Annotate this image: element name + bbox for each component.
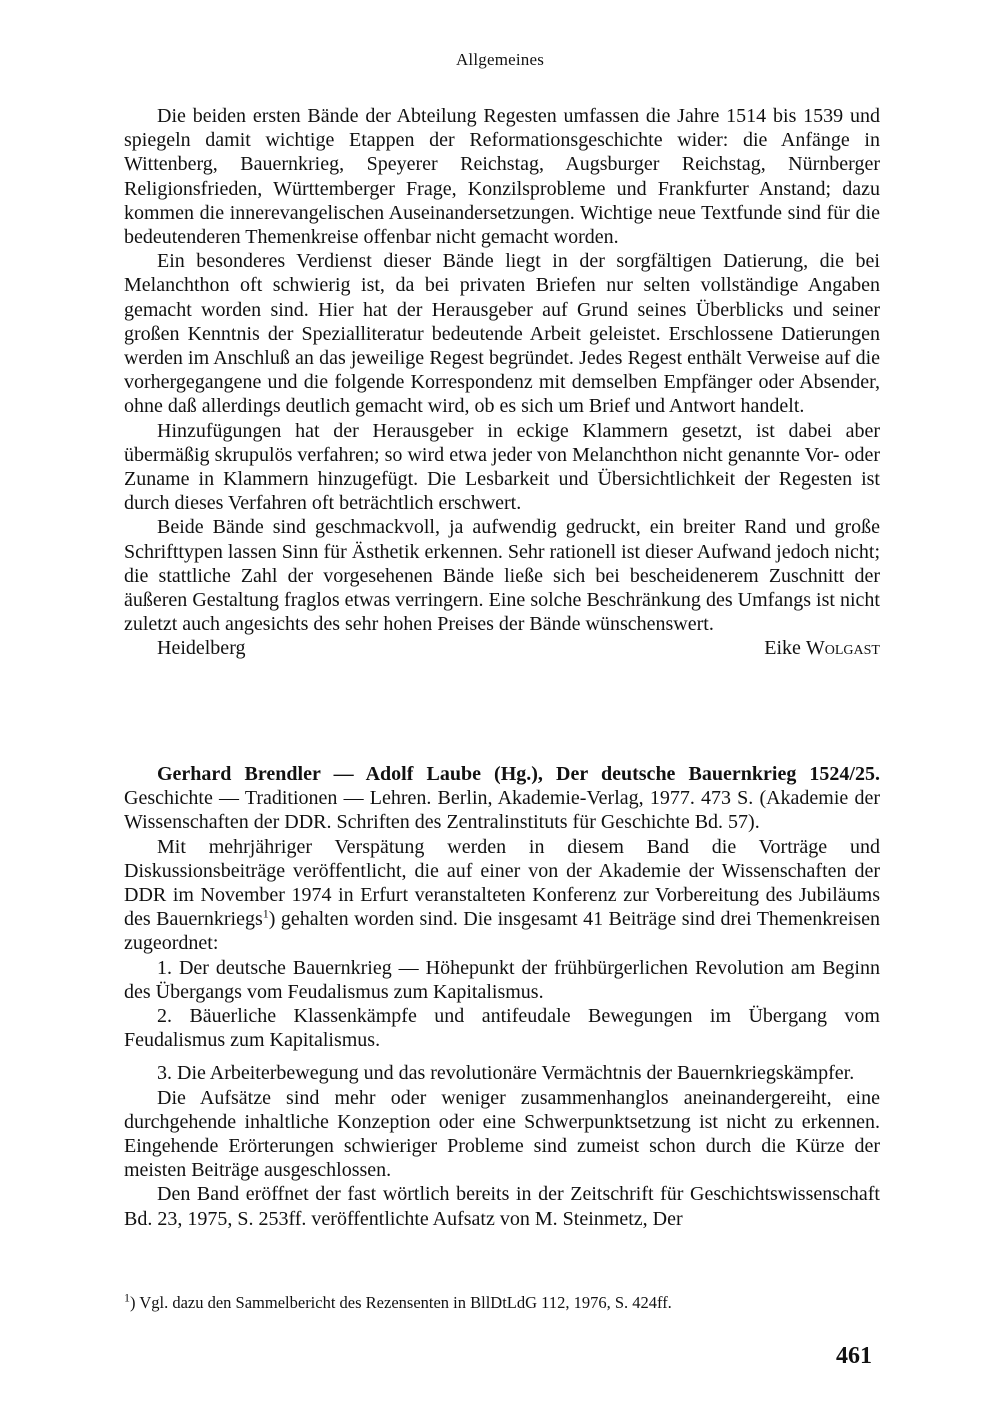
running-head: Allgemeines (455, 50, 545, 69)
paragraph-text: ) gehalten worden sind. Die insgesamt 41 Beiträge sind drei Themenkreisen zugeordnet: (124, 908, 880, 955)
footnote (124, 1290, 880, 1313)
signature-reviewer (764, 636, 880, 660)
paragraph: Den Band eröffnet der fast wörtlich bereits in der Zeitschrift für Geschichtswissenschaft Bd. 23, 1975, S. 253ff. veröffentlichte Aufsatz von M. Steinmetz, Der (124, 1183, 880, 1230)
footnote-mark: 1 (124, 1290, 130, 1305)
signature-place: Heidelberg (157, 637, 246, 660)
reviewer-last-name: Wolgast (805, 637, 880, 660)
paragraph: Die Aufsätze sind mehr oder weniger zusammenhanglos aneinandergereiht, eine durchgehende inhaltliche Konzeption oder eine Schwerpunktsetzung ist nicht zu erkennen. Eingehende Erörterungen schwieriger Probleme sind zumeist schon durch die Kürze der meisten Beiträge ausgeschlossen. (124, 1086, 880, 1182)
paragraph (124, 835, 880, 956)
list-item: 3. Die Arbeiterbewegung und das revolutionäre Vermächtnis der Bauernkriegskämpfer. (157, 1062, 855, 1085)
paragraph-text: Mit mehrjähriger Verspätung werden in diesem Band die Vorträge und Diskussionsbeiträge veröffentlicht, die auf einer von der Akademie der Wissenschaften der DDR im November 1974 in Erfurt veranstalteten Konferenz zur Vorbereitung des Jubiläums des Bauernkriegs (124, 835, 880, 931)
signature (124, 636, 880, 660)
review-title-rest: Geschichte — Traditionen — Lehren. Berlin, Akademie-Verlag, 1977. 473 S. (Akademie der Wissenschaften der DDR. Schriften des Zentralinstituts für Geschichte Bd. 57). (124, 787, 880, 834)
footnote-reference: 1 (262, 906, 269, 921)
review-2 (124, 762, 880, 1231)
page-number: 461 (836, 1343, 872, 1369)
paragraph: Hinzufügungen hat der Herausgeber in eckige Klammern gesetzt, ist dabei aber übermäßig skrupulös verfahren; so wird etwa jeder von Melanchthon nicht genannte Vor- oder Zuname in Klammern hinzugefügt. Die Lesbarkeit und Übersichtlichkeit der Regesten ist durch dieses Verfahren oft beträchtlich erschwert. (124, 419, 880, 515)
review-heading (124, 762, 880, 835)
paragraph: Ein besonderes Verdienst dieser Bände liegt in der sorgfältigen Datierung, die bei Melanchthon oft schwierig ist, da bei privaten Briefen nur selten vollständige Angaben gemacht worden sind. Hier hat der Herausgeber auf Grund seines Überblicks und seiner großen Kenntnis der Spezialliteratur bedeutende Arbeit geleistet. Erschlossene Datierungen werden im Anschluß an das jeweilige Regest begründet. Jedes Regest enthält Verweise auf die vorhergegangene und die folgende Korrespondenz mit demselben Empfänger oder Absender, ohne daß allerdings deutlich gemacht wird, ob es sich um Brief und Antwort handelt. (124, 250, 880, 418)
review-title-bold: Gerhard Brendler — Adolf Laube (Hg.), Der deutsche Bauernkrieg 1524/25. (157, 763, 880, 785)
list-item: 1. Der deutsche Bauernkrieg — Höhepunkt der frühbürgerlichen Revolution am Beginn des Übergangs vom Feudalismus zum Kapitalismus. (124, 956, 880, 1003)
footnote-text: ) Vgl. dazu den Sammelbericht des Rezensenten in BllDtLdG 112, 1976, S. 424ff. (130, 1293, 672, 1312)
review-1 (124, 104, 880, 661)
paragraph: Die beiden ersten Bände der Abteilung Regesten umfassen die Jahre 1514 bis 1539 und spiegeln damit wichtige Etappen der Reformationsgeschichte wider: die Anfänge in Wittenberg, Bauernkrieg, Speyerer Reichstag, Augsburger Reichstag, Nürnberger Religionsfrieden, Württemberger Frage, Konzilsprobleme und Frankfurter Anstand; dazu kommen die innerevangelischen Auseinandersetzungen. Wichtige neue Textfunde sind für die bedeutenderen Themenkreise offenbar nicht gemacht worden. (124, 105, 880, 249)
paragraph: Beide Bände sind geschmackvoll, ja aufwendig gedruckt, ein breiter Rand und große Schrifttypen lassen Sinn für Ästhetik erkennen. Sehr rationell ist dieser Aufwand jedoch nicht; die stattliche Zahl der vorgesehenen Bände ließe sich bei bescheidenerem Zuschnitt der äußeren Gestaltung fraglos etwas verringern. Eine solche Beschränkung des Umfangs ist nicht zuletzt auch angesichts des sehr hohen Preises der Bände wünschenswert. (124, 516, 880, 636)
list-item: 2. Bäuerliche Klassenkämpfe und antifeudale Bewegungen im Übergang vom Feudalismus zum Kapitalismus. (124, 1005, 880, 1052)
reviewer-first-name: Eike (764, 637, 801, 660)
